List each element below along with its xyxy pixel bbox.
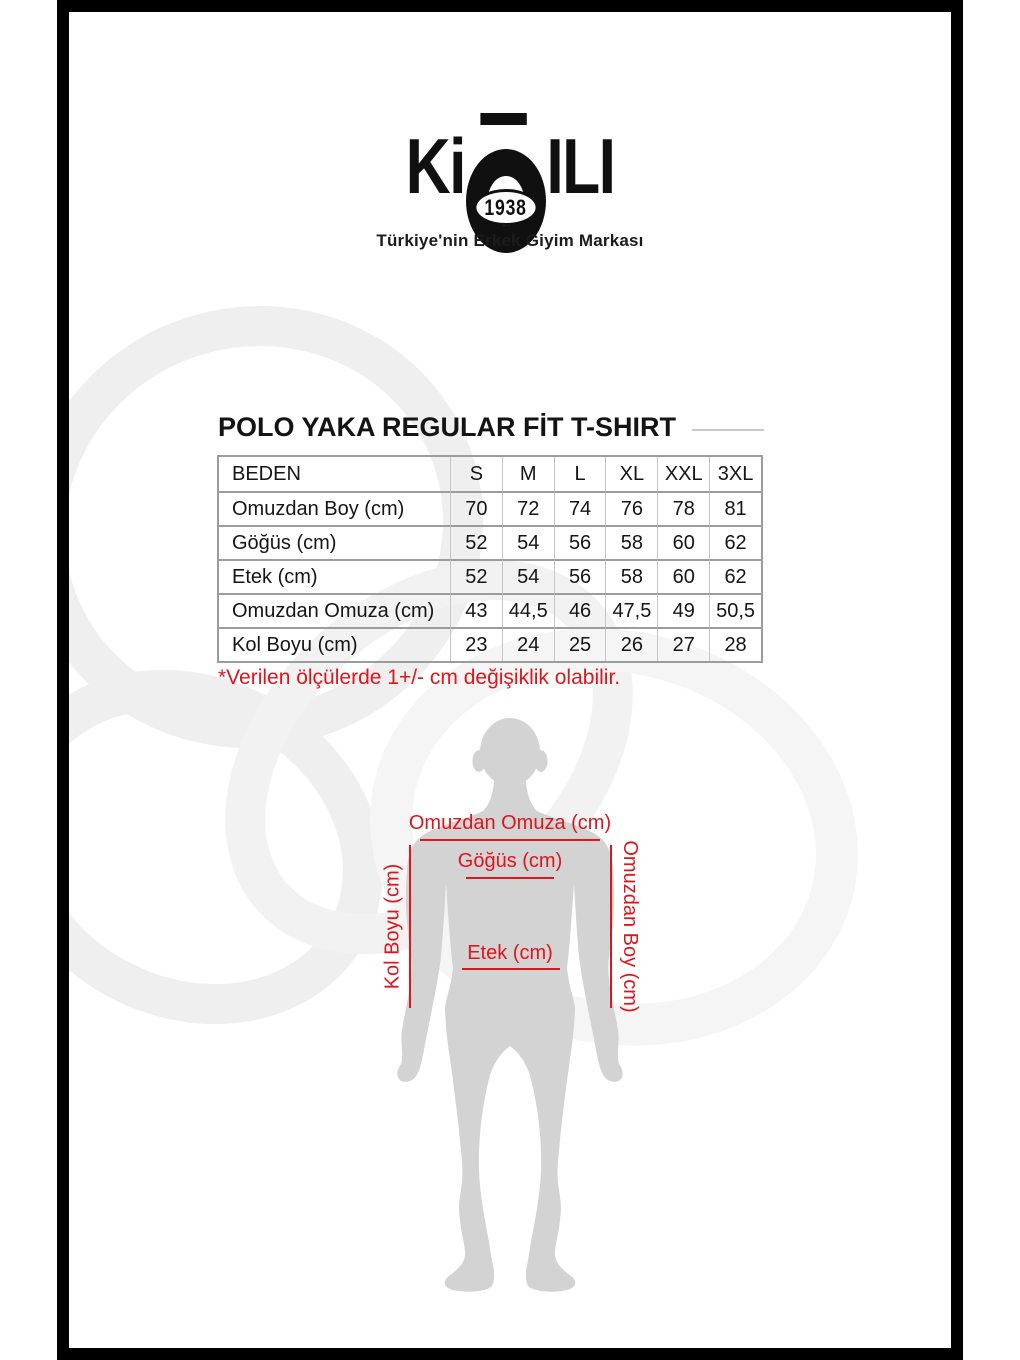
size-table-value-cell: 62 xyxy=(709,559,761,593)
size-table-value-cell: 56 xyxy=(554,525,606,559)
measure-line-hem xyxy=(462,968,560,970)
size-table-value-cell: 44,5 xyxy=(502,593,554,627)
size-table-row-label: Omuzdan Omuza (cm) xyxy=(219,593,450,627)
size-table-header-cell: XL xyxy=(605,457,657,491)
measure-line-shoulder-width xyxy=(420,839,600,841)
body-silhouette xyxy=(380,712,640,1292)
measure-label-hem: Etek (cm) xyxy=(467,942,553,964)
size-table-value-cell: 78 xyxy=(657,491,709,525)
chart-title: POLO YAKA REGULAR FİT T-SHIRT xyxy=(218,412,677,442)
size-table-row-label: Etek (cm) xyxy=(219,559,450,593)
size-table-header-cell: BEDEN xyxy=(232,462,301,485)
size-table-value-cell: 54 xyxy=(502,525,554,559)
logo-text-prefix: Ki xyxy=(405,122,465,210)
brand-tagline: Türkiye'nin Erkek Giyim Markası xyxy=(376,231,644,250)
size-table-value-cell: 49 xyxy=(657,593,709,627)
size-table-value-cell: 54 xyxy=(502,559,554,593)
size-table-value-cell: 46 xyxy=(554,593,606,627)
size-table-value-cell: 58 xyxy=(605,559,657,593)
size-table-header-cell: L xyxy=(554,457,606,491)
size-table-header-cell: 3XL xyxy=(709,457,761,491)
size-table-value-cell: 52 xyxy=(450,559,502,593)
size-table-value-cell: 81 xyxy=(709,491,761,525)
size-table-value-cell: 27 xyxy=(657,627,709,661)
size-table-value-cell: 52 xyxy=(450,525,502,559)
measure-label-chest: Göğüs (cm) xyxy=(457,850,563,872)
size-table xyxy=(217,455,763,663)
size-table-value-cell: 50,5 xyxy=(709,593,761,627)
measure-label-sleeve: Kol Boyu (cm) xyxy=(381,863,404,990)
title-rule xyxy=(692,429,764,431)
measure-label-shoulder-length: Omuzdan Boy (cm) xyxy=(619,840,641,1013)
size-table-value-cell: 72 xyxy=(502,491,554,525)
silhouette-ear-right xyxy=(535,750,548,772)
size-table-header-cell: M xyxy=(502,457,554,491)
silhouette-body-half xyxy=(397,768,510,1292)
size-table-value-cell: 58 xyxy=(605,525,657,559)
size-table-value-cell: 74 xyxy=(554,491,606,525)
size-table-header-cell: XXL xyxy=(657,457,709,491)
size-table-value-cell: 24 xyxy=(502,627,554,661)
measure-line-shoulder-length xyxy=(610,845,612,1008)
size-table-row-label: Kol Boyu (cm) xyxy=(219,627,450,661)
size-note: *Verilen ölçülerde 1+/- cm değişiklik olabilir. xyxy=(218,666,621,689)
silhouette-ear-left xyxy=(473,750,486,772)
size-table-value-cell: 76 xyxy=(605,491,657,525)
size-table-value-cell: 60 xyxy=(657,559,709,593)
size-table-value-cell: 60 xyxy=(657,525,709,559)
size-table-value-cell: 25 xyxy=(554,627,606,661)
size-table-value-cell: 70 xyxy=(450,491,502,525)
size-table-header-cell: S xyxy=(450,457,502,491)
size-table-value-cell: 26 xyxy=(605,627,657,661)
size-table-value-cell: 23 xyxy=(450,627,502,661)
size-table-value-cell: 47,5 xyxy=(605,593,657,627)
chart-title-row xyxy=(218,412,764,443)
measure-line-chest xyxy=(466,877,554,879)
size-table-value-cell: 62 xyxy=(709,525,761,559)
logo-g-bar xyxy=(480,113,526,125)
size-table-row-label: Göğüs (cm) xyxy=(219,525,450,559)
size-table-value-cell: 56 xyxy=(554,559,606,593)
measure-label-shoulder-width: Omuzdan Omuza (cm) xyxy=(408,812,612,834)
size-table-row-label: Omuzdan Boy (cm) xyxy=(219,491,450,525)
logo-text-suffix: ILI xyxy=(546,122,615,210)
size-table-value-cell: 43 xyxy=(450,593,502,627)
measure-line-sleeve xyxy=(409,845,411,1008)
logo-year-badge: 1938 xyxy=(474,189,538,226)
size-table-value-cell: 28 xyxy=(709,627,761,661)
